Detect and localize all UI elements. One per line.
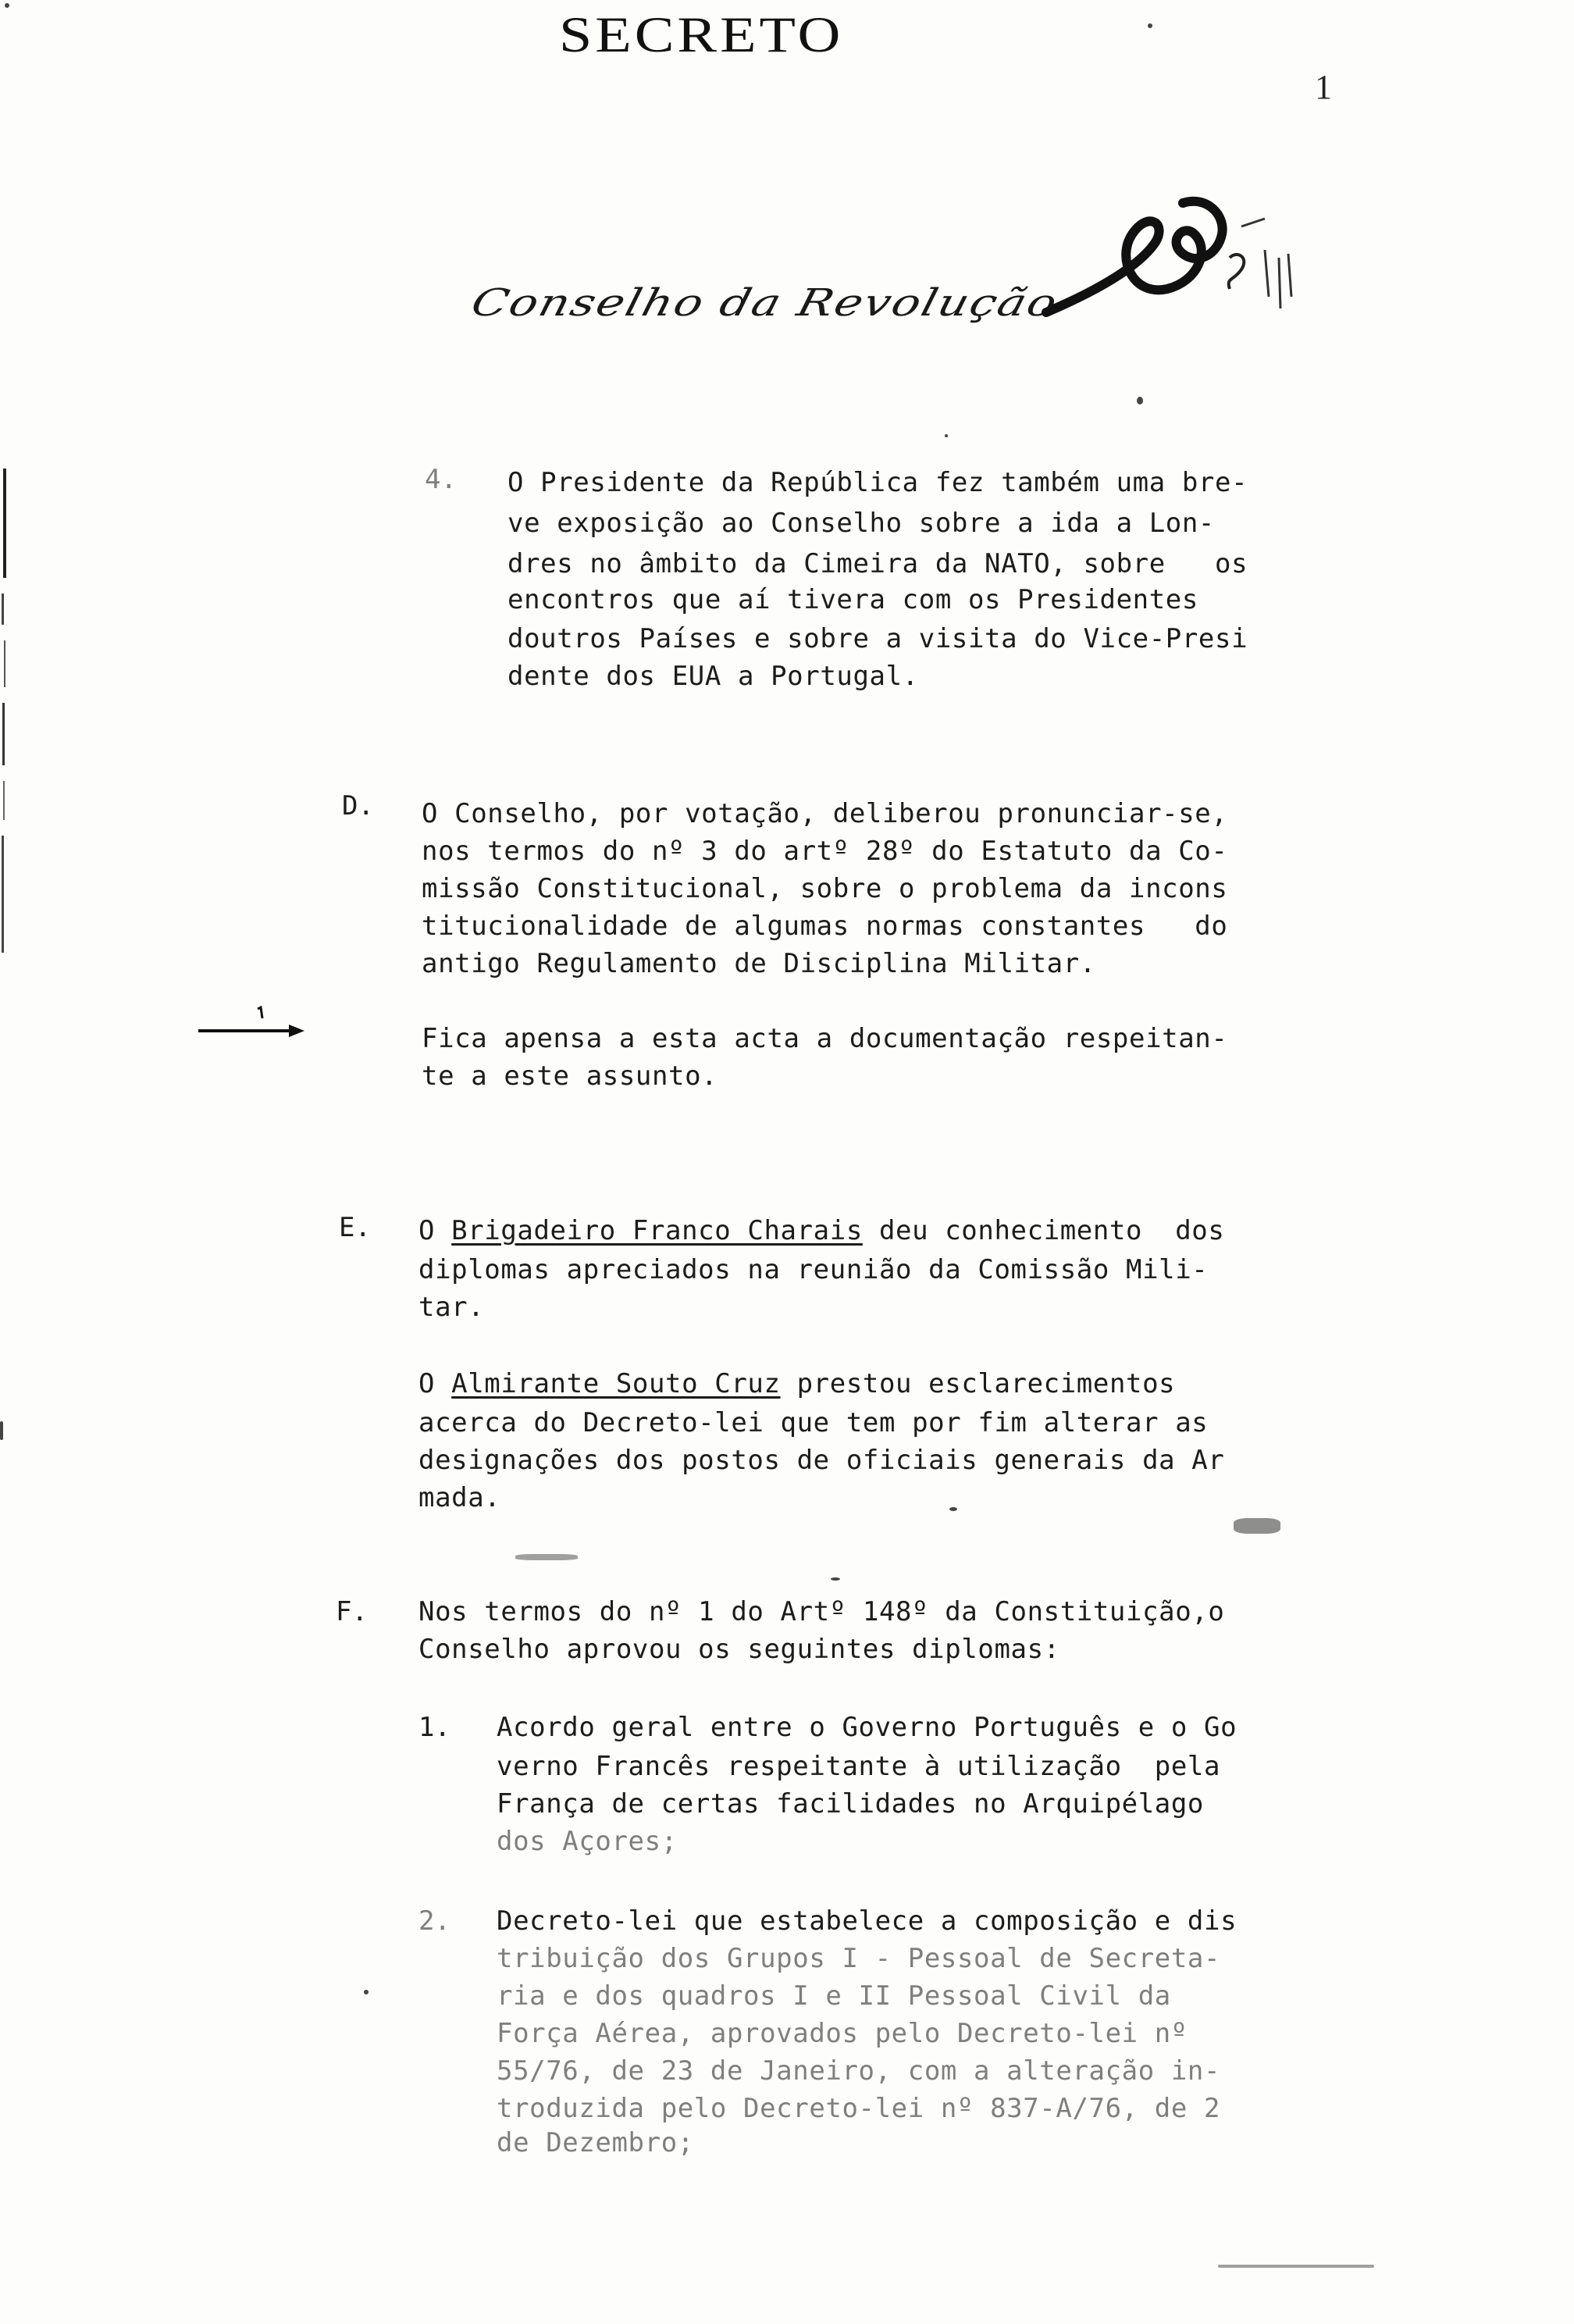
diploma-2-line: de Dezembro; bbox=[497, 2127, 694, 2158]
section-d-line: missão Constitucional, sobre o problema da incons bbox=[422, 873, 1228, 904]
section-d-line: nos termos do nº 3 do artº 28º do Estatuto da Co- bbox=[422, 836, 1228, 867]
margin-arrow-icon bbox=[197, 1001, 306, 1048]
person-name: Brigadeiro Franco Charais bbox=[451, 1215, 863, 1246]
section-f-letter: F. bbox=[336, 1596, 368, 1627]
item-4-line: dres no âmbito da Cimeira da NATO, sobre os bbox=[507, 548, 1248, 579]
secret-stamp: SECRETO bbox=[559, 6, 844, 63]
scan-speck bbox=[0, 1421, 3, 1440]
diploma-1-number: 1. bbox=[418, 1712, 450, 1743]
section-e-letter: E. bbox=[339, 1212, 371, 1243]
text-suffix: deu conhecimento dos bbox=[862, 1215, 1225, 1246]
section-f-line: Nos termos do nº 1 do Artº 148º da Constituição,o bbox=[418, 1596, 1225, 1627]
section-d-letter: D. bbox=[342, 790, 374, 822]
diploma-2-line: 55/76, de 23 de Janeiro, com a alteração in- bbox=[497, 2055, 1221, 2087]
scan-speck bbox=[1137, 397, 1143, 405]
handwritten-signature bbox=[1031, 180, 1327, 336]
diploma-2-line: tribuição dos Grupos I - Pessoal de Secreta- bbox=[497, 1943, 1221, 1974]
scan-speck bbox=[945, 434, 948, 437]
scan-speck bbox=[5, 3, 9, 8]
section-e2-line: mada. bbox=[418, 1482, 501, 1513]
diploma-1-line: Acordo geral entre o Governo Português e o Go bbox=[497, 1712, 1237, 1743]
item-4-line: doutros Países e sobre a visita do Vice-Presi bbox=[507, 623, 1248, 654]
diploma-1-line: dos Açores; bbox=[497, 1826, 678, 1857]
scan-smudge bbox=[1234, 1518, 1280, 1534]
item-4-line: ve exposição ao Conselho sobre a ida a Lon- bbox=[507, 508, 1215, 539]
scan-speck bbox=[364, 1990, 369, 1994]
handwritten-title: Conselho da Revolução bbox=[467, 281, 1063, 325]
section-d-line: antigo Regulamento de Disciplina Militar. bbox=[422, 948, 1096, 979]
text-suffix: prestou esclarecimentos bbox=[780, 1368, 1176, 1399]
diploma-2-line: ria e dos quadros I e II Pessoal Civil da bbox=[497, 1980, 1171, 2012]
section-f-line: Conselho aprovou os seguintes diplomas: bbox=[418, 1634, 1060, 1665]
item-4-line: dente dos EUA a Portugal. bbox=[507, 661, 919, 692]
left-margin-artifacts bbox=[0, 469, 16, 953]
person-name: Almirante Souto Cruz bbox=[451, 1368, 781, 1399]
item-4-line: O Presidente da República fez também uma bre- bbox=[507, 467, 1248, 498]
section-d-line: titucionalidade de algumas normas constantes do bbox=[422, 911, 1228, 942]
section-e-line: tar. bbox=[418, 1292, 485, 1323]
diploma-1-line: verno Francês respeitante à utilização pela bbox=[497, 1751, 1221, 1782]
text-prefix: O bbox=[418, 1368, 452, 1399]
section-e2-line bbox=[418, 1365, 1175, 1403]
diploma-1-line: França de certas facilidades no Arquipélago bbox=[497, 1788, 1204, 1820]
diploma-2-line: Força Aérea, aprovados pelo Decreto-lei nº bbox=[497, 2018, 1188, 2049]
section-e-line: diplomas apreciados na reunião da Comissão Mili- bbox=[418, 1254, 1209, 1285]
text-prefix: O bbox=[418, 1215, 452, 1246]
diploma-2-line: Decreto-lei que estabelece a composição e dis bbox=[497, 1905, 1237, 1937]
scan-speck bbox=[949, 1507, 957, 1511]
scan-edge-mark bbox=[1218, 2265, 1374, 2268]
diploma-2-line: troduzida pelo Decreto-lei nº 837-A/76, de 2 bbox=[497, 2093, 1221, 2124]
scan-speck bbox=[1148, 23, 1152, 28]
scan-speck bbox=[831, 1577, 840, 1581]
section-d-line: O Conselho, por votação, deliberou pronunciar-se, bbox=[422, 798, 1228, 829]
diploma-2-number: 2. bbox=[418, 1905, 450, 1937]
section-d-note-line: Fica apensa a esta acta a documentação respeitan- bbox=[422, 1023, 1228, 1054]
section-d-note-line: te a este assunto. bbox=[422, 1060, 718, 1092]
section-e-line bbox=[418, 1212, 1224, 1249]
item-4-number: 4. bbox=[425, 464, 457, 495]
section-e2-line: acerca do Decreto-lei que tem por fim alterar as bbox=[418, 1407, 1209, 1438]
page-number: 1 bbox=[1315, 68, 1332, 106]
section-e2-line: designações dos postos de oficiais generais da Ar bbox=[418, 1445, 1225, 1476]
scan-smudge bbox=[515, 1554, 578, 1560]
item-4-line: encontros que aí tivera com os Presidentes bbox=[507, 584, 1198, 615]
